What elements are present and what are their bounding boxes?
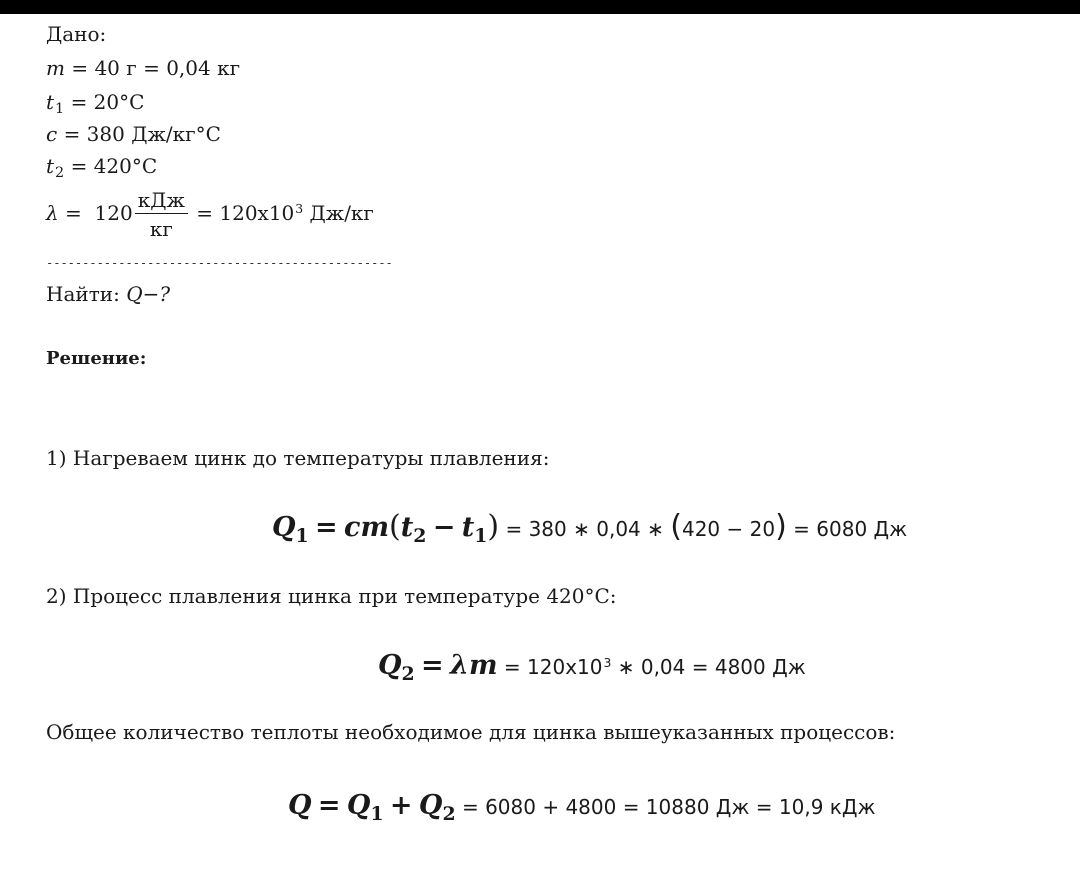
- formula-q1: $Q_1 = cm(t_2 - t_1) = 380$ ∗ 0,04 ∗ (420 − 20) = 6080 Дж: [272, 509, 908, 547]
- given-mass: m = 40 г = 0,04 кг: [46, 56, 241, 80]
- step2-text: 2) Процесс плавления цинка при температуре 420°C:: [46, 584, 617, 608]
- total-text: Общее количество теплоты необходимое для цинка вышеуказанных процессов:: [46, 720, 896, 744]
- formula-total: $Q = Q_1 + Q_2 = 6080 + 4800 = 10880$ Дж = 10,9 кДж: [288, 790, 876, 825]
- top-black-bar: [0, 0, 1080, 14]
- solution-heading: Решение:: [46, 348, 147, 369]
- given-lambda: λ = 120 $\frac{\text{кДж}}{кг}$ = $120x10^3$ Дж/кг: [46, 188, 374, 241]
- step1-text: 1) Нагреваем цинк до температуры плавления:: [46, 446, 550, 470]
- lambda-fraction: $\frac{\text{кДж}}{кг}$: [135, 190, 188, 239]
- find-line: Найти: Q−?: [46, 282, 171, 306]
- given-t1: $t_1 = 20^\circ C$: [46, 90, 145, 118]
- given-t2: $t_2 = 420^\circ C$: [46, 154, 158, 182]
- given-c: c = 380 Дж/кг°C: [46, 122, 221, 146]
- given-title: Дано:: [46, 22, 107, 46]
- separator-line: ------------------------------------------------: [46, 256, 393, 270]
- formula-q2: $Q_2 = \lambda m = 120x10^3$ ∗ 0,04 = 4800 Дж: [378, 650, 806, 685]
